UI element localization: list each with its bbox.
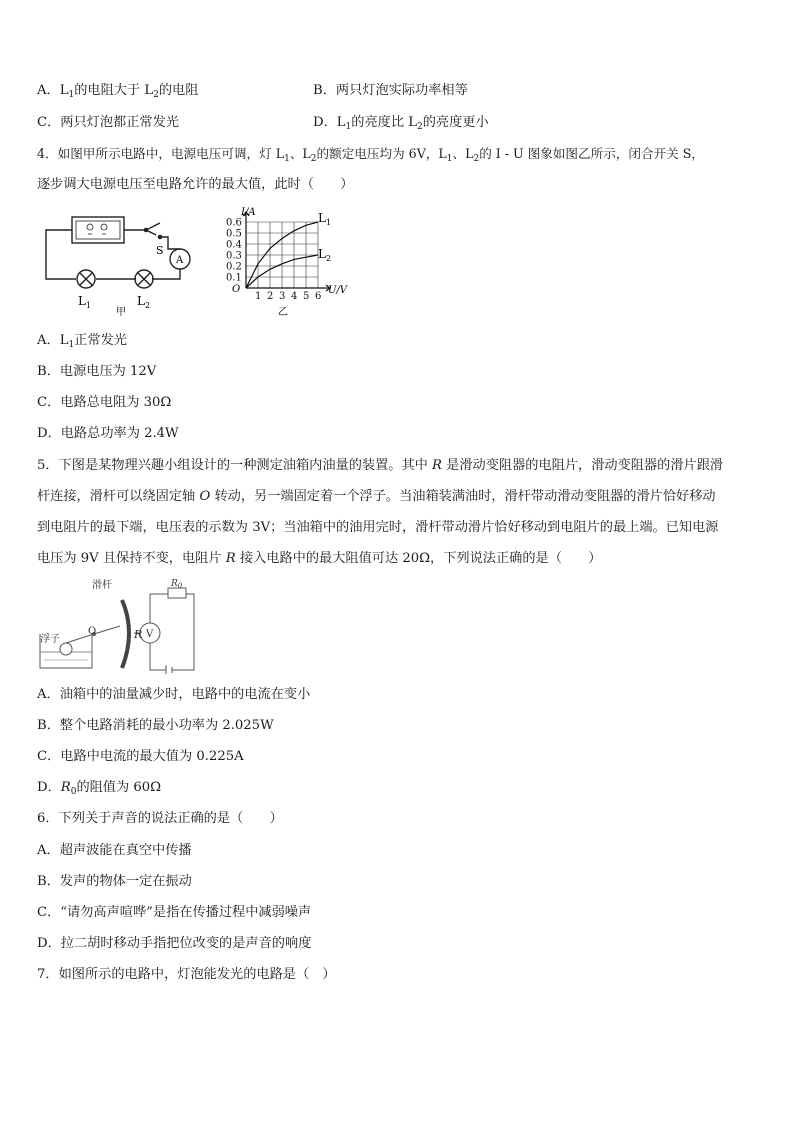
text: 接入电路中的最大阻值可达 20Ω，下列说法正确的是（ ） [235, 551, 602, 566]
subscript: 1 [446, 154, 453, 164]
q7-stem: 7．如图所示的电路中，灯泡能发光的电路是（ ） [37, 967, 336, 982]
text: 杆连接，滑杆可以绕固定轴 [37, 489, 200, 504]
subscript: 2 [153, 90, 159, 100]
q6-option-b: B．发声的物体一定在振动 [37, 874, 192, 889]
q5-stem-line2 [37, 488, 716, 506]
text: 正常发光 [74, 333, 127, 348]
x-tick-label: 1 [255, 291, 262, 302]
origin-label: O [232, 284, 241, 295]
y-tick-label: 0.2 [226, 261, 242, 273]
text: 是滑动变阻器的电阻片，滑动变阻器的滑片跟滑 [441, 458, 724, 473]
q5-option-b: B．整个电路消耗的最小功率为 2.025W [37, 718, 274, 733]
text: A．L [37, 83, 69, 98]
q5-option-a: A．油箱中的油量减少时，电路中的电流在变小 [37, 687, 311, 702]
x-tick-label: 4 [291, 291, 298, 302]
lamp2-label: $L_2$ [137, 294, 151, 310]
text: 的亮度更小 [422, 115, 489, 130]
q5-oil-tank-figure [38, 576, 198, 674]
q4-stem-line1 [37, 145, 704, 168]
text: 的亮度比 L [351, 115, 417, 130]
q4-iu-chart-yi [210, 205, 365, 320]
q4-option-d: D．电路总功率为 2.4W [37, 426, 179, 441]
figure-caption-jia: 甲 [116, 307, 126, 318]
text: D．L [313, 115, 346, 130]
symbol-r0: R [60, 780, 71, 795]
q4-option-a [37, 332, 127, 354]
y-tick-label: 0.6 [226, 217, 242, 229]
q5-stem-line1 [37, 457, 723, 475]
subscript: 1 [284, 154, 290, 164]
text: A．L [37, 333, 69, 348]
figure-caption-yi: 乙 [278, 307, 288, 318]
text: 转动，另一端固定着一个浮子。当油箱装满油时，滑杆带动滑动变阻器的滑片恰好移动 [210, 489, 716, 504]
x-tick-label: 2 [267, 291, 274, 302]
r0-label: $R_0$ [171, 579, 183, 590]
ammeter-label: A [176, 255, 184, 266]
text: 的阻值为 60Ω [76, 780, 162, 795]
q3-option-d [313, 114, 489, 136]
y-tick-label: 0.5 [226, 228, 242, 240]
resistor-r-arc [122, 600, 129, 668]
x-axis-label: U/V [328, 285, 348, 296]
rod-label: 滑杆 [92, 580, 112, 591]
q5-option-c: C．电路中电流的最大值为 0.225A [37, 749, 244, 764]
subscript: 2 [416, 122, 423, 132]
float-icon [60, 643, 72, 655]
symbol-r: R [225, 551, 236, 566]
q5-option-d [37, 779, 161, 801]
text: D． [37, 780, 61, 795]
q6-option-c: C．“请勿高声喧哗”是指在传播过程中减弱噪声 [37, 905, 312, 920]
q4-stem-line2: 逐步调大电源电压至电路允许的最大值，此时（ ） [37, 177, 354, 192]
q4-option-b: B．电源电压为 12V [37, 364, 157, 379]
q4-circuit-figure-jia [38, 213, 198, 318]
y-tick-label: 0.4 [226, 239, 242, 251]
v-label: V [146, 629, 154, 640]
text: 的电阻 [158, 83, 199, 98]
curve-l1-label: $L_1$ [318, 211, 332, 227]
q3-option-b: B．两只灯泡实际功率相等 [313, 83, 468, 98]
x-tick-label: 6 [315, 291, 322, 302]
float-label: 浮子 [40, 634, 60, 645]
subscript: 1 [68, 340, 75, 350]
symbol-r: R [432, 458, 442, 473]
pivot-label: O [88, 626, 97, 637]
y-tick-label: 0.3 [226, 250, 242, 262]
r-label: R [134, 628, 143, 641]
text: 的额定电压均为 6V，L [316, 146, 447, 161]
lamp1-label: $L_1$ [78, 294, 92, 310]
q3-option-c: C．两只灯泡都正常发光 [37, 115, 179, 130]
q6-stem: 6．下列关于声音的说法正确的是（ ） [37, 811, 283, 826]
text: 的 I - U 图象如图乙所示，闭合开关 S， [479, 146, 704, 161]
subscript: 1 [68, 90, 75, 100]
subscript: 1 [345, 122, 352, 132]
subscript: 2 [473, 154, 480, 164]
q5-stem-line4 [37, 550, 601, 568]
q3-option-a [37, 82, 198, 104]
text: 、L [289, 146, 311, 161]
text: 5．下图是某物理兴趣小组设计的一种测定油箱内油量的装置。其中 [37, 458, 433, 473]
q6-option-d: D．拉二胡时移动手指把位改变的是声音的响度 [37, 936, 312, 951]
y-tick-label: 0.1 [226, 272, 242, 284]
subscript: 0 [70, 787, 77, 797]
x-tick-label: 5 [303, 291, 310, 302]
q6-option-a: A．超声波能在真空中传播 [37, 843, 192, 858]
curve-l2-label: $L_2$ [318, 247, 332, 263]
q5-stem-line3: 到电阻片的最下端，电压表的示数为 3V；当油箱中的油用完时，滑杆带动滑片恰好移动到电阻片的最上端。已知电源 [37, 520, 719, 535]
switch-label: S [156, 244, 164, 257]
q4-option-c: C．电路总电阻为 30Ω [37, 395, 172, 410]
symbol-o: O [199, 489, 211, 504]
subscript: 2 [310, 154, 317, 164]
y-axis-label: I/A [241, 207, 256, 218]
x-tick-label: 3 [279, 291, 286, 302]
text: 电压为 9V 且保持不变，电阻片 [37, 551, 226, 566]
text: 4．如图甲所示电路中，电源电压可调，灯 L [37, 146, 285, 161]
text: 的电阻大于 L [74, 83, 154, 98]
text: 、L [452, 146, 474, 161]
switch-blade [146, 223, 160, 230]
